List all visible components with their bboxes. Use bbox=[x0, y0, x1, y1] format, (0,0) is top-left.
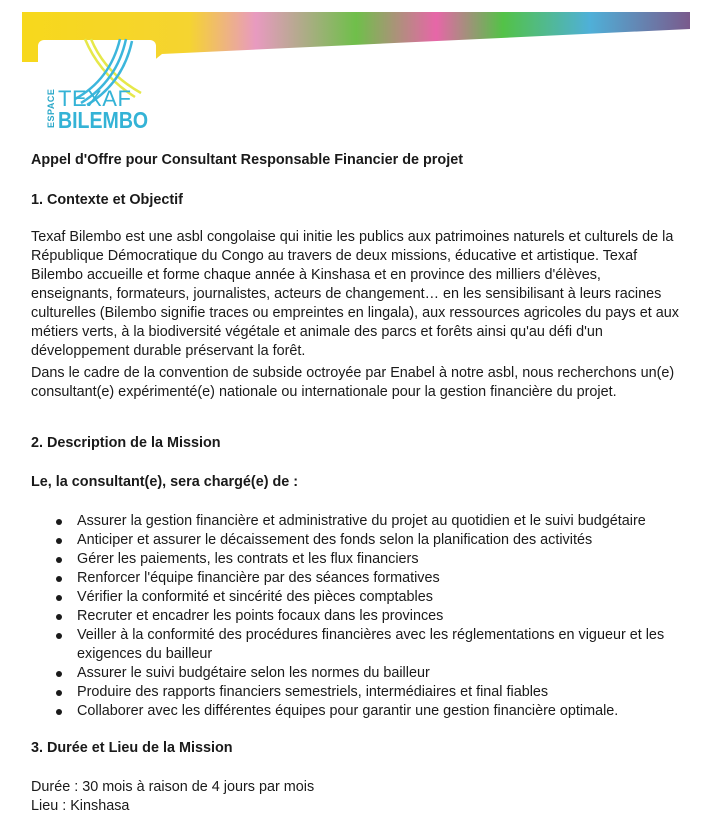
responsibilities-list bbox=[31, 512, 691, 721]
logo-bilembo-text: BILEMBO bbox=[58, 107, 149, 133]
list-item: Vérifier la conformité et sincérité des pièces comptables bbox=[31, 588, 691, 607]
list-item: Collaborer avec les différentes équipes pour garantir une gestion financière optimale. bbox=[31, 702, 691, 721]
location-text: Lieu : Kinshasa bbox=[31, 798, 130, 814]
context-paragraph: Texaf Bilembo est une asbl congolaise qui initie les publics aux patrimoines naturels et culturels de la République Démocratique du Congo au travers de deux missions, éducative et artistique. Texaf Bilembo accueille et forme chaque année à Kinshasa et en province des milliers d'élèves, enseignants, formateurs, journalistes, acteurs de changement… en les sensibilisant à leurs racines culturelles (Bilembo signifie traces ou empreintes en lingala), aux ressources agricoles du pays et aux métiers verts, à la biodiversité végétale et animale des parcs et forêts ainsi qu'au défi d'un développement durable préservant la forêt. bbox=[31, 229, 679, 359]
list-item: Veiller à la conformité des procédures financières avec les réglementations en vigueur et les exigences du bailleur bbox=[31, 626, 691, 664]
section2-heading: 2. Description de la Mission bbox=[31, 435, 221, 451]
section2-subheading: Le, la consultant(e), sera chargé(e) de : bbox=[31, 474, 299, 490]
section3-heading: 3. Durée et Lieu de la Mission bbox=[31, 740, 233, 756]
list-item: Assurer la gestion financière et administrative du projet au quotidien et le suivi budgétaire bbox=[31, 512, 691, 531]
list-item: Assurer le suivi budgétaire selon les normes du bailleur bbox=[31, 664, 691, 683]
section1-heading: 1. Contexte et Objectif bbox=[31, 192, 183, 208]
duration-text: Durée : 30 mois à raison de 4 jours par mois bbox=[31, 779, 315, 795]
list-item: Renforcer l'équipe financière par des séances formatives bbox=[31, 569, 691, 588]
mission-intro-paragraph: Dans le cadre de la convention de subside octroyée par Enabel à notre asbl, nous recherchons un(e) consultant(e) expérimenté(e) nationale ou internationale pour la gestion financière du projet. bbox=[31, 365, 675, 400]
document-title: Appel d'Offre pour Consultant Responsable Financier de projet bbox=[31, 152, 463, 168]
list-item: Recruter et encadrer les points focaux dans les provinces bbox=[31, 607, 691, 626]
logo-espace-text: ESPACE bbox=[46, 88, 56, 128]
list-item: Gérer les paiements, les contrats et les flux financiers bbox=[31, 550, 691, 569]
list-item: Anticiper et assurer le décaissement des fonds selon la planification des activités bbox=[31, 531, 691, 550]
logo-texaf-text: TEXAF bbox=[58, 86, 132, 111]
list-item: Produire des rapports financiers semestriels, intermédiaires et final fiables bbox=[31, 683, 691, 702]
